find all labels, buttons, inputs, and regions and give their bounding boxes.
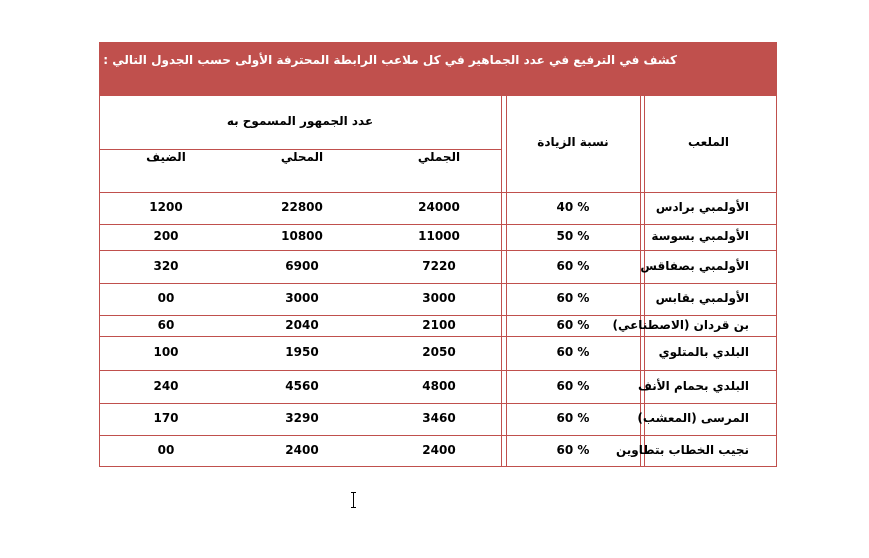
row-guest: 60 — [157, 317, 175, 332]
row-guest: 100 — [153, 345, 179, 359]
row-local: 4560 — [285, 378, 319, 393]
row-local: 6900 — [285, 258, 319, 273]
row-increase: 60 % — [556, 345, 590, 359]
row-stadium: الأولمبي برادس — [655, 200, 749, 214]
row-stadium: المرسى (المعشب) — [637, 411, 749, 425]
table-grid — [99, 42, 777, 467]
header-guest: الضيف — [146, 150, 186, 164]
row-increase: 60 % — [556, 317, 590, 332]
row-total: 2100 — [422, 317, 456, 332]
row-local: 3000 — [285, 291, 319, 305]
grid-line — [99, 283, 777, 284]
grid-line — [99, 336, 777, 337]
row-total: 4800 — [422, 378, 456, 393]
row-increase: 40 % — [556, 200, 590, 214]
row-stadium: الأولمبي بقابس — [655, 291, 749, 305]
row-stadium: بن قردان (الاصطناعي) — [612, 317, 749, 332]
row-stadium: نجيب الخطاب بتطاوين — [616, 443, 749, 457]
row-guest: 320 — [153, 258, 179, 273]
row-guest: 00 — [157, 443, 175, 457]
row-local: 2040 — [285, 317, 319, 332]
header-total: الجملي — [417, 150, 461, 164]
row-stadium: الأولمبي بصفاقس — [640, 258, 749, 273]
row-increase: 60 % — [556, 291, 590, 305]
grid-line — [99, 370, 777, 371]
row-increase: 60 % — [556, 443, 590, 457]
row-increase: 60 % — [556, 378, 590, 393]
grid-line — [99, 149, 501, 150]
row-guest: 170 — [153, 411, 179, 425]
row-guest: 00 — [157, 291, 175, 305]
header-increase: نسبة الزيادة — [537, 135, 609, 149]
grid-line — [99, 403, 777, 404]
grid-line — [99, 315, 777, 316]
row-stadium: البلدي بحمام الأنف — [637, 378, 749, 393]
row-total: 3460 — [422, 411, 456, 425]
text-cursor-icon — [351, 492, 357, 508]
row-stadium: البلدي بالمتلوي — [658, 345, 749, 359]
grid-line — [501, 96, 502, 467]
row-total: 7220 — [422, 258, 456, 273]
row-total: 11000 — [418, 229, 460, 243]
row-local: 3290 — [285, 411, 319, 425]
row-guest: 1200 — [149, 200, 183, 214]
row-stadium: الأولمبي بسوسة — [651, 229, 749, 243]
header-local: المحلي — [280, 150, 324, 164]
row-increase: 60 % — [556, 258, 590, 273]
header-allowed-group: عدد الجمهور المسموح به — [226, 114, 374, 128]
row-total: 2400 — [422, 443, 456, 457]
grid-line — [99, 224, 777, 225]
row-local: 2400 — [285, 443, 319, 457]
header-stadium: الملعب — [687, 135, 730, 149]
row-local: 10800 — [281, 229, 323, 243]
row-local: 22800 — [281, 200, 323, 214]
grid-line — [99, 250, 777, 251]
row-guest: 240 — [153, 378, 179, 393]
row-total: 24000 — [418, 200, 460, 214]
row-increase: 50 % — [556, 229, 590, 243]
banner-title: كشف في الترفيع في عدد الجماهير في كل ملاعب الرابطة المحترفة الأولى حسب الجدول التالي : — [103, 53, 677, 67]
row-total: 2050 — [422, 345, 456, 359]
grid-line — [99, 435, 777, 436]
row-local: 1950 — [285, 345, 319, 359]
row-total: 3000 — [422, 291, 456, 305]
grid-line — [99, 192, 777, 193]
row-increase: 60 % — [556, 411, 590, 425]
row-guest: 200 — [153, 229, 179, 243]
grid-line — [99, 466, 777, 467]
